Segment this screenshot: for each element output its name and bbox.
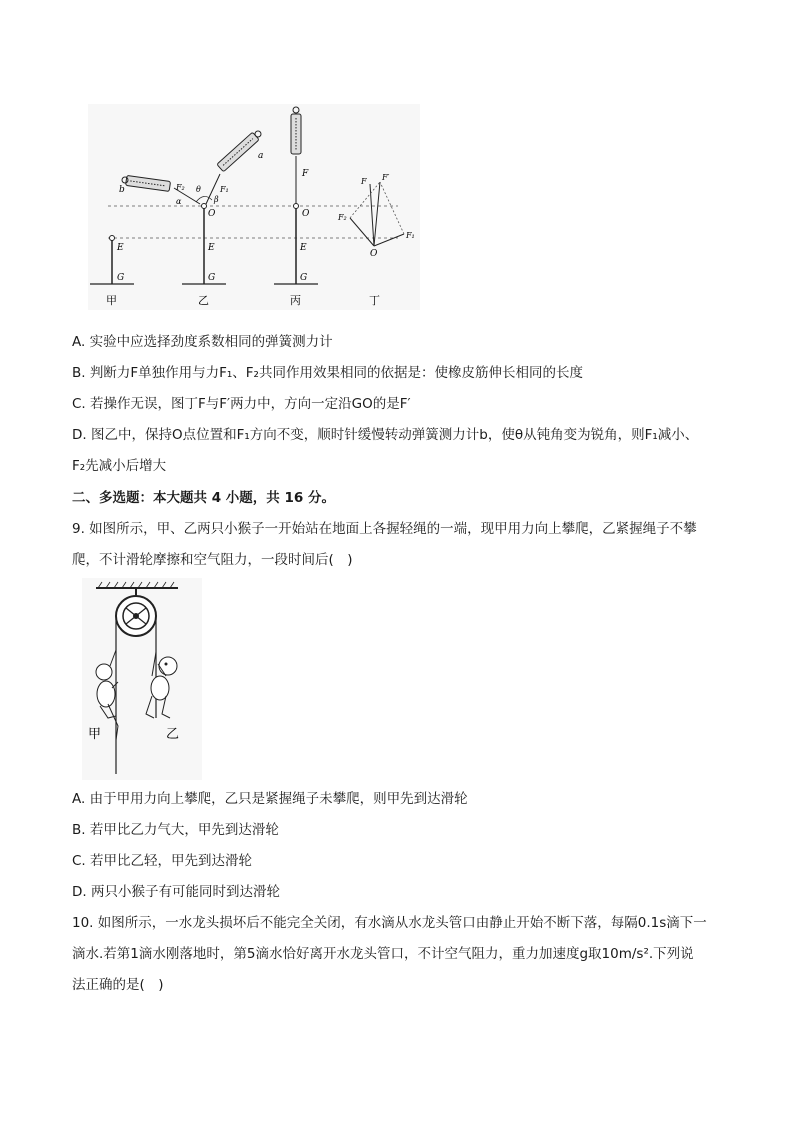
q8-option-a: A. 实验中应选择劲度系数相同的弹簧测力计 [72, 334, 333, 350]
svg-text:E: E [300, 243, 307, 253]
q8-option-b: B. 判断力F单独作用与力F₁、F₂共同作用效果相同的依据是：使橡皮筋伸长相同的长度 [72, 365, 583, 381]
svg-text:丙: 丙 [290, 294, 301, 307]
svg-text:G: G [208, 273, 216, 283]
pulley-figure [82, 578, 202, 780]
svg-text:F₂: F₂ [176, 183, 185, 192]
q8-option-d: D. 图乙中，保持O点位置和F₁方向不变，顺时针缓慢转动弹簧测力计b，使θ从钝角变为锐角，则F₁减小、 [72, 427, 699, 443]
svg-text:O: O [208, 209, 216, 219]
svg-text:O: O [370, 249, 378, 259]
q10-stem: 10. 如图所示，一水龙头损坏后不能完全关闭，有水滴从水龙头管口由静止开始不断下落，每隔0.1s滴下一 [72, 915, 707, 931]
svg-text:G: G [300, 273, 308, 283]
svg-text:乙: 乙 [198, 294, 209, 307]
q8-option-d-cont: F₂先减小后增大 [72, 458, 167, 474]
svg-text:乙: 乙 [166, 727, 180, 742]
q9-stem: 9. 如图所示，甲、乙两只小猴子一开始站在地面上各握轻绳的一端，现甲用力向上攀爬，乙紧握绳子不攀 [72, 521, 697, 537]
q10-stem-cont: 滴水.若第1滴水刚落地时，第5滴水恰好离开水龙头管口，不计空气阻力，重力加速度g取10m/s².下列说 [72, 946, 694, 962]
svg-text:丁: 丁 [369, 294, 380, 307]
q9-option-b: B. 若甲比乙力气大，甲先到达滑轮 [72, 822, 279, 838]
svg-text:G: G [117, 273, 125, 283]
svg-text:F₁: F₁ [406, 231, 415, 240]
svg-text:F₂: F₂ [338, 213, 347, 222]
svg-text:E: E [117, 243, 124, 253]
svg-text:F′: F′ [382, 173, 390, 182]
experiment-figure [88, 104, 420, 310]
svg-text:b: b [119, 185, 125, 195]
svg-text:F: F [361, 177, 367, 186]
q9-option-a: A. 由于甲用力向上攀爬，乙只是紧握绳子未攀爬，则甲先到达滑轮 [72, 791, 468, 807]
q9-stem-cont: 爬，不计滑轮摩擦和空气阻力，一段时间后( ) [72, 552, 353, 568]
svg-text:O: O [302, 209, 310, 219]
q9-option-c: C. 若甲比乙轻，甲先到达滑轮 [72, 853, 253, 869]
svg-text:甲: 甲 [106, 294, 117, 307]
q8-option-c: C. 若操作无误，图丁F与F′两力中，方向一定沿GO的是F′ [72, 396, 411, 412]
svg-text:甲: 甲 [88, 727, 102, 742]
svg-text:F₁: F₁ [220, 185, 229, 194]
q10-stem-end: 法正确的是( ) [72, 977, 164, 993]
svg-text:β: β [214, 195, 219, 204]
svg-text:E: E [208, 243, 215, 253]
svg-text:F: F [302, 169, 309, 179]
svg-text:θ: θ [196, 185, 201, 194]
q9-option-d: D. 两只小猴子有可能同时到达滑轮 [72, 884, 280, 900]
svg-text:a: a [258, 151, 264, 161]
section-heading: 二、多选题：本大题共 4 小题，共 16 分。 [72, 490, 335, 506]
svg-text:α: α [176, 197, 182, 206]
